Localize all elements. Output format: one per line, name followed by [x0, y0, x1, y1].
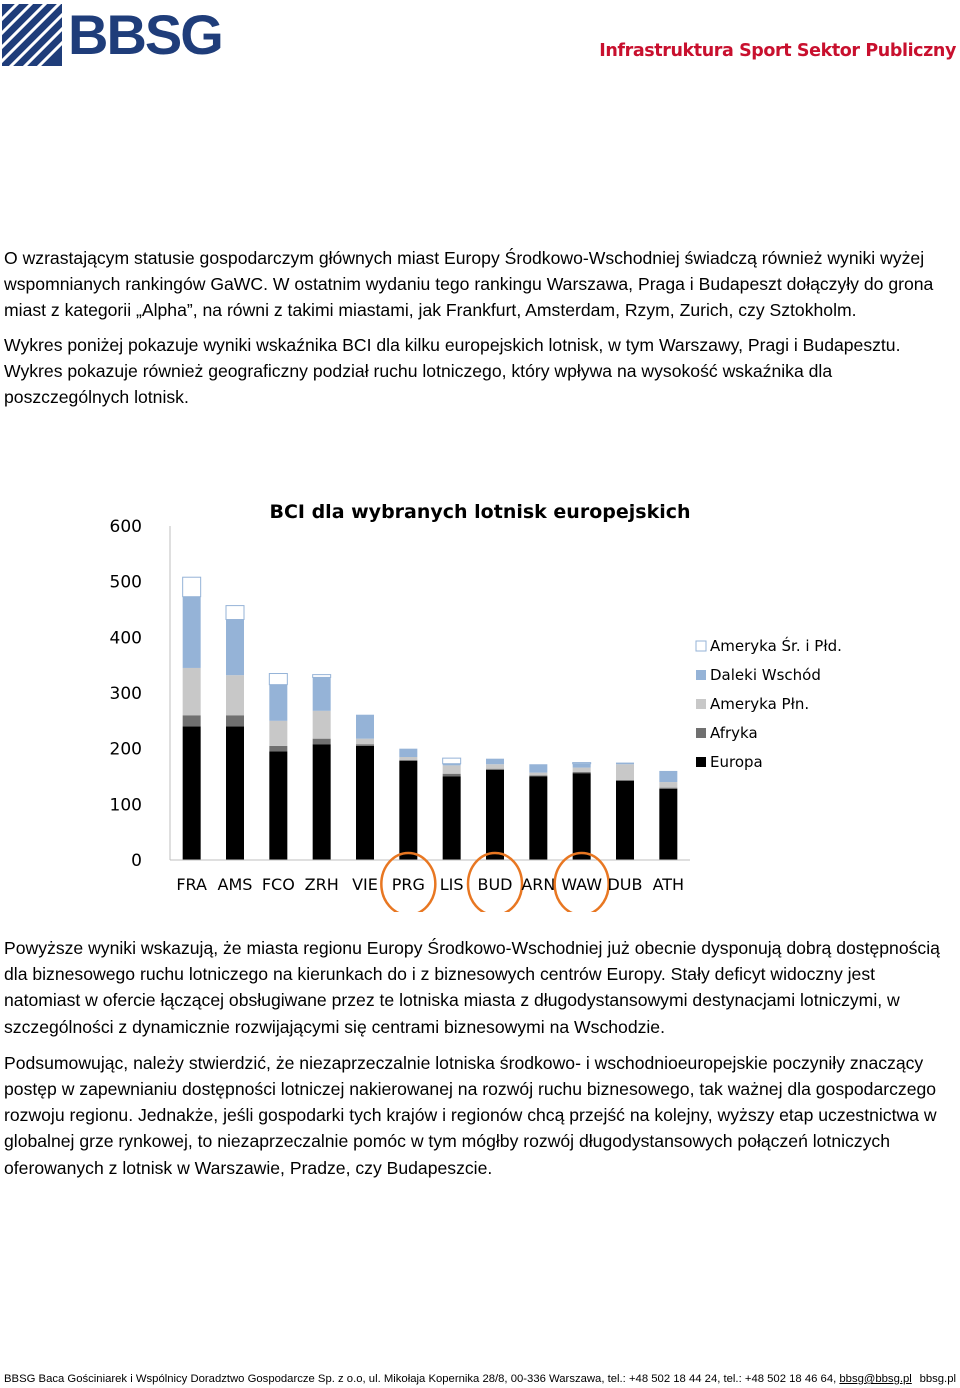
- bar-segment-europa: [226, 726, 244, 860]
- legend-label: Ameryka Płn.: [710, 695, 810, 713]
- bar-segment-daleki-wsch-d: [356, 715, 374, 739]
- bar-segment-daleki-wsch-d: [399, 749, 417, 757]
- x-tick-label: FRA: [176, 875, 207, 894]
- footer-address: BBSG Baca Gościniarek i Wspólnicy Doradztwo Gospodarcze Sp. z o.o, ul. Mikołaja Kopernika 28/8, 00-336 Warszawa, tel.: +48 502 18 44 24, tel.: +48 502 18 46 64,: [4, 1373, 840, 1385]
- intro-text: [4, 245, 956, 410]
- y-tick-label: 400: [109, 628, 142, 649]
- bar-segment-europa: [616, 781, 634, 860]
- legend: [696, 636, 842, 771]
- page-header: [0, 0, 960, 80]
- logo-text: BBSG: [68, 3, 222, 66]
- bar-segment-afryka: [183, 715, 201, 726]
- bar-segment-afryka: [616, 780, 634, 781]
- bar-segment-europa: [399, 761, 417, 860]
- legend-swatch: [696, 699, 706, 709]
- bar-segment-europa: [313, 744, 331, 860]
- x-axis: [170, 853, 690, 912]
- bar-segment-europa: [659, 789, 677, 860]
- bar-segment-europa: [183, 726, 201, 860]
- bar-segment-daleki-wsch-d: [659, 771, 677, 782]
- y-tick-label: 300: [109, 684, 142, 704]
- bar-segment-ameryka-p-n-: [659, 782, 677, 788]
- legend-swatch: [696, 641, 706, 651]
- bbsg-logo-icon: [2, 4, 62, 66]
- x-tick-label: ATH: [652, 875, 685, 894]
- bar-segment-daleki-wsch-d: [226, 620, 244, 676]
- chart-title: BCI dla wybranych lotnisk europejskich: [269, 501, 691, 523]
- x-tick-label: BUD: [477, 875, 513, 894]
- x-tick-label: DUB: [607, 875, 643, 894]
- bars: [183, 577, 678, 860]
- bar-segment-daleki-wsch-d: [269, 685, 287, 721]
- bar-segment-ameryka-r-i-p-d-: [269, 674, 287, 685]
- footer-email-link[interactable]: bbsg@bbsg.pl: [839, 1373, 912, 1385]
- bar-segment-afryka: [313, 739, 331, 745]
- y-tick-label: 500: [109, 572, 142, 593]
- bar-segment-afryka: [399, 760, 417, 761]
- x-tick-label: VIE: [352, 875, 378, 894]
- bar-segment-ameryka-r-i-p-d-: [183, 577, 201, 596]
- paragraph: Podsumowując, należy stwierdzić, że niezaprzeczalnie lotniska środkowo- i wschodnioeuropejskie poczyniły znaczący postęp w zapewnianiu dostępności lotniczej nakierowanej na rozwój ruchu biznesowego, tak ważnej dla gospodarczego rozwoju regionu. Jednakże, jeśli gospodarki tych krajów i regionów chcą przejść na kolejny, wyższy etap uczestnictwa w globalnej grze rynkowej, to niezaprzeczalnie pomóc w tym mógłby rozwój długodystansowych połączeń lotniczych oferowanych z lotnisk w Warszawie, Pradze, czy Budapeszcie.: [4, 1052, 937, 1178]
- bar-segment-europa: [573, 773, 591, 860]
- bar-segment-europa: [529, 777, 547, 861]
- x-tick-label: PRG: [391, 875, 425, 894]
- bar-segment-ameryka-p-n-: [486, 764, 504, 768]
- bar-segment-daleki-wsch-d: [313, 677, 331, 710]
- paragraph: Wykres poniżej pokazuje wyniki wskaźnika BCI dla kilku europejskich lotnisk, w tym Warszawy, Pragi i Budapesztu. Wykres pokazuje również geograficzny podział ruchu lotniczego, który wpływa na wysokość wskaźnika dla poszczególnych lotnisk.: [4, 334, 901, 408]
- bar-segment-afryka: [443, 774, 461, 777]
- bar-segment-ameryka-p-n-: [313, 711, 331, 739]
- tagline: Infrastruktura Sport Sektor Publiczny: [599, 41, 956, 61]
- bar-segment-daleki-wsch-d: [183, 597, 201, 668]
- bar-segment-ameryka-p-n-: [399, 757, 417, 760]
- bar-segment-ameryka-p-n-: [529, 773, 547, 776]
- bar-segment-afryka: [573, 772, 591, 773]
- bar-segment-ameryka-p-n-: [573, 768, 591, 772]
- bar-segment-afryka: [529, 775, 547, 776]
- bar-segment-ameryka-p-n-: [269, 721, 287, 746]
- footer: [4, 1373, 956, 1385]
- x-tick-label: ARN: [521, 875, 556, 894]
- bar-segment-europa: [269, 751, 287, 860]
- x-tick-label: FCO: [261, 875, 295, 894]
- legend-swatch: [696, 728, 706, 738]
- bar-segment-europa: [486, 770, 504, 860]
- bar-segment-afryka: [659, 788, 677, 789]
- paragraph: Powyższe wyniki wskazują, że miasta regionu Europy Środkowo-Wschodniej już obecnie dysponują dobrą dostępnością dla biznesowego ruchu lotniczego na kierunkach do i z biznesowych centrów Europy. Stały deficyt widoczny jest natomiast w ofercie łączącej obsługiwane przez te lotniska miasta z długodystansowymi destynacjami lotniczymi, w szczególności z dynamicznie rozwijającymi się centrami biznesowymi na Wschodzie.: [4, 938, 940, 1037]
- bar-segment-ameryka-p-n-: [356, 739, 374, 745]
- legend-label: Afryka: [710, 724, 758, 742]
- bar-segment-ameryka-p-n-: [443, 765, 461, 773]
- bci-chart: [100, 492, 860, 912]
- bar-segment-ameryka-p-n-: [183, 668, 201, 715]
- y-tick-label: 0: [131, 851, 142, 871]
- bar-segment-europa: [356, 746, 374, 860]
- bar-segment-ameryka-r-i-p-d-: [313, 675, 331, 678]
- y-tick-label: 600: [109, 517, 142, 537]
- bar-segment-daleki-wsch-d: [573, 764, 591, 768]
- x-tick-label: AMS: [217, 875, 253, 894]
- bar-segment-afryka: [486, 769, 504, 770]
- bar-segment-afryka: [356, 744, 374, 746]
- bar-segment-afryka: [226, 715, 244, 726]
- bar-segment-afryka: [269, 746, 287, 752]
- bar-segment-ameryka-p-n-: [226, 675, 244, 715]
- bar-segment-europa: [443, 777, 461, 861]
- bar-segment-ameryka-r-i-p-d-: [226, 606, 244, 620]
- bar-segment-ameryka-r-i-p-d-: [443, 758, 461, 764]
- y-tick-label: 200: [109, 739, 142, 760]
- legend-swatch: [696, 670, 706, 680]
- paragraph: O wzrastającym statusie gospodarczym głównych miast Europy Środkowo-Wschodniej świadczą również wyniki wyżej wspomnianych rankingów GaWC. W ostatnim wydaniu tego rankingu Warszawa, Praga i Budapeszt dołączyły do grona miast z kategorii „Alpha”, na równi z takimi miastami, jak Frankfurt, Amsterdam, Rzym, Zurich, czy Sztokholm.: [4, 248, 934, 321]
- footer-website-link[interactable]: bbsg.pl: [919, 1373, 956, 1385]
- legend-label: Europa: [710, 753, 763, 771]
- legend-label: Ameryka Śr. i Płd.: [710, 637, 842, 655]
- y-tick-label: 100: [109, 795, 142, 816]
- bar-segment-daleki-wsch-d: [486, 759, 504, 765]
- x-tick-label: WAW: [561, 875, 603, 894]
- bar-segment-ameryka-p-n-: [616, 764, 634, 780]
- logo: [2, 4, 222, 66]
- bar-segment-daleki-wsch-d: [529, 764, 547, 772]
- bar-segment-daleki-wsch-d: [616, 763, 634, 765]
- x-tick-label: LIS: [439, 875, 464, 894]
- x-tick-label: ZRH: [304, 875, 339, 894]
- legend-swatch: [696, 757, 706, 767]
- conclusion-text: [4, 935, 956, 1181]
- y-axis: [110, 517, 170, 871]
- bar-segment-ameryka-r-i-p-d-: [573, 763, 591, 764]
- legend-label: Daleki Wschód: [710, 666, 821, 684]
